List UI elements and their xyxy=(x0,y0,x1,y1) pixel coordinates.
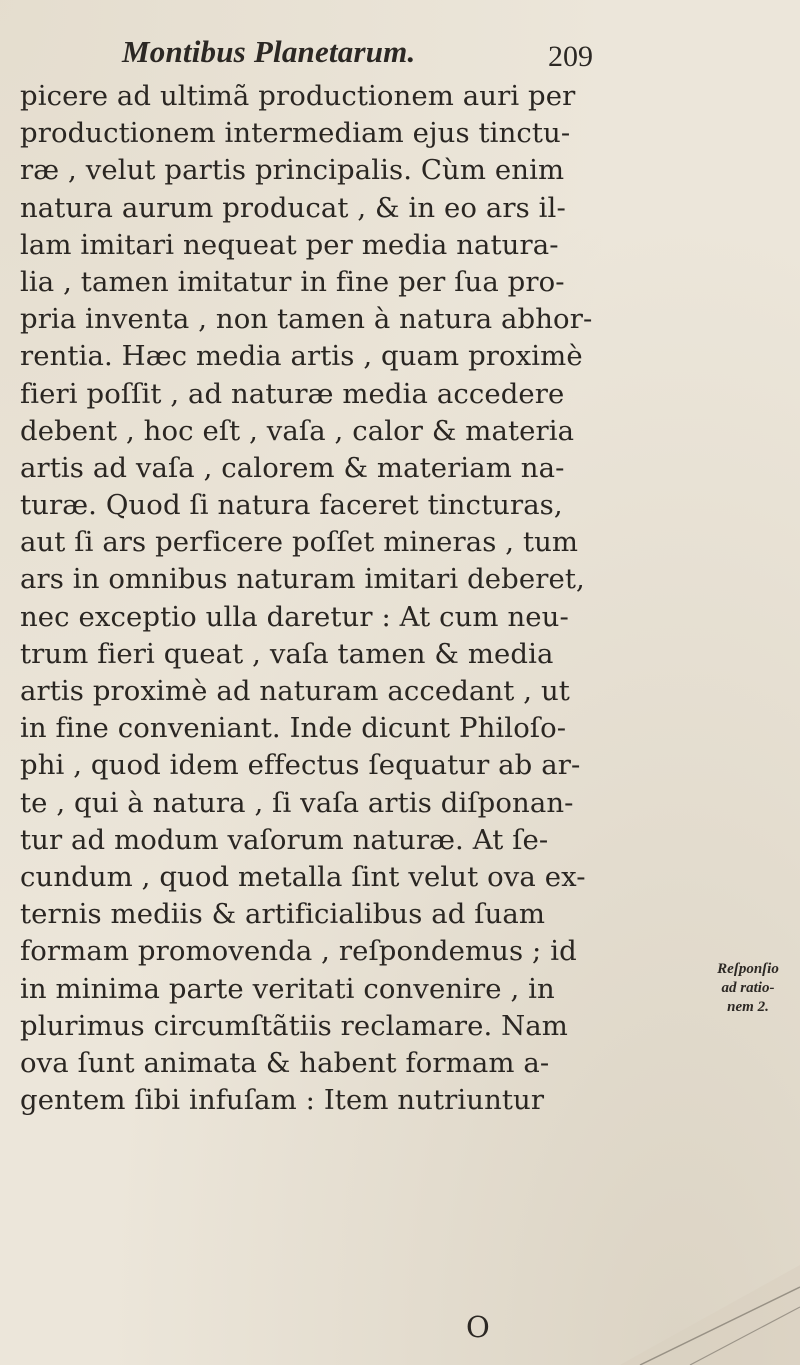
text-line: picere ad ultimã productionem auri per xyxy=(20,80,576,112)
text-line: plurimus circumſtãtiis reclamare. Nam xyxy=(20,1009,568,1042)
text-line: phi , quod idem effectus ſequatur ab ar- xyxy=(20,749,581,782)
text-line: ræ , velut partis principalis. Cùm enim xyxy=(20,154,565,187)
text-line: natura aurum producat , & in eo ars il- xyxy=(20,191,566,224)
text-line: debent , hoc eſt , vaſa , calor & materia xyxy=(20,414,575,447)
text-line: nec exceptio ulla daretur : At cum neu- xyxy=(20,600,569,633)
catchword: O xyxy=(466,1310,490,1344)
text-line: in minima parte veritati convenire , in xyxy=(20,972,555,1005)
page-number: 209 xyxy=(548,40,593,73)
text-line: cundum , quod metalla ſint velut ova ex- xyxy=(20,860,586,893)
text-line: artis proximè ad naturam accedant , ut xyxy=(20,675,570,707)
text-line: aut ſi ars perficere poſſet mineras , tum xyxy=(20,526,579,559)
text-line: lam imitari nequeat per media natura- xyxy=(20,228,559,261)
text-line: formam promovenda , reſpondemus ; id xyxy=(20,935,577,968)
text-line: turæ. Quod ſi natura faceret tincturas, xyxy=(20,489,563,522)
margin-note xyxy=(698,960,798,1017)
text-line: trum fieri queat , vaſa tamen & media xyxy=(20,637,554,670)
text-line: gentem ſibi infuſam : Item nutriuntur xyxy=(20,1084,545,1117)
text-line: ars in omnibus naturam imitari deberet, xyxy=(20,563,585,596)
margin-note-line: ad ratio- xyxy=(721,980,775,996)
text-line: te , qui à natura , ſi vaſa artis diſponan- xyxy=(20,786,574,819)
text-line: productionem intermediam ejus tinctu- xyxy=(20,117,571,150)
paper-edge-curl xyxy=(620,1245,800,1365)
running-title: Montibus Planetarum. xyxy=(122,34,416,69)
text-line: lia , tamen imitatur in fine per ſua pro- xyxy=(20,265,565,298)
margin-note-line: nem 2. xyxy=(727,999,769,1015)
text-line: in fine conveniant. Inde dicunt Philoſo- xyxy=(20,712,567,745)
text-line: fieri poſſit , ad naturæ media accedere xyxy=(20,377,565,410)
text-line: pria inventa , non tamen à natura abhor- xyxy=(20,303,593,336)
text-line: rentia. Hæc media artis , quam proximè xyxy=(20,340,583,373)
text-line: ova ſunt animata & habent formam a- xyxy=(20,1046,550,1079)
margin-note-line: Reſponſio xyxy=(717,961,779,977)
text-line: tur ad modum vaſorum naturæ. At ſe- xyxy=(20,823,549,856)
text-line: ternis mediis & artificialibus ad ſuam xyxy=(20,898,546,931)
text-line: artis ad vaſa , calorem & materiam na- xyxy=(20,451,565,484)
body-text xyxy=(20,78,800,1119)
